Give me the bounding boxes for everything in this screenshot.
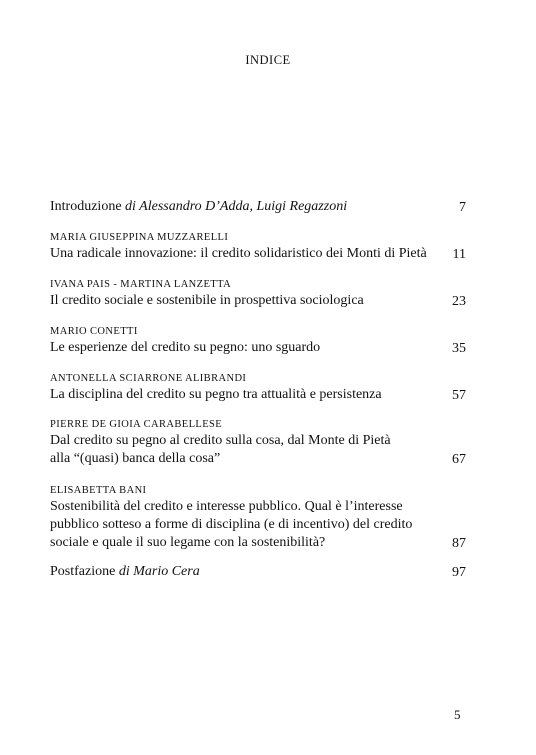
toc-page-number: 67 bbox=[452, 452, 466, 467]
toc-page-number: 97 bbox=[452, 565, 466, 580]
toc-entry-title: Sostenibilità del credito e interesse pubblico. Qual è l’interesse bbox=[50, 499, 403, 514]
toc-entry bbox=[50, 278, 466, 310]
toc-entry bbox=[50, 231, 466, 263]
toc-entry-title: Una radicale innovazione: il credito solidaristico dei Monti di Pietà bbox=[50, 246, 427, 261]
toc-entry-title: alla “(quasi) banca della cosa” bbox=[50, 451, 221, 466]
toc-author: MARIA GIUSEPPINA MUZZARELLI bbox=[50, 232, 229, 243]
toc-author: IVANA PAIS - MARTINA LANZETTA bbox=[50, 279, 232, 290]
toc-entry bbox=[50, 484, 466, 552]
toc-page-number: 11 bbox=[452, 247, 466, 262]
toc-entry-title: Dal credito su pegno al credito sulla cosa, dal Monte di Pietà bbox=[50, 433, 391, 448]
toc-page-number: 7 bbox=[459, 200, 466, 215]
toc-author: MARIO CONETTI bbox=[50, 326, 138, 337]
toc-entry-title: La disciplina del credito su pegno tra attualità e persistenza bbox=[50, 387, 382, 402]
page-title: INDICE bbox=[245, 53, 291, 67]
toc-entry-introduzione bbox=[50, 198, 466, 216]
toc-author: ELISABETTA BANI bbox=[50, 485, 147, 496]
toc-entry-title: Le esperienze del credito su pegno: uno sguardo bbox=[50, 340, 321, 355]
toc-entry bbox=[50, 325, 466, 357]
toc-entry-title: Il credito sociale e sostenibile in prospettiva sociologica bbox=[50, 293, 364, 308]
toc-author: ANTONELLA SCIARRONE ALIBRANDI bbox=[50, 373, 247, 384]
toc-page-number: 87 bbox=[452, 536, 466, 551]
toc-entry-editors: di Mario Cera bbox=[118, 564, 200, 579]
toc-author: PIERRE DE GIOIA CARABELLESE bbox=[50, 419, 223, 430]
toc-page-number: 23 bbox=[452, 294, 466, 309]
toc-entry-title: Postfazione di Mario Cera bbox=[50, 564, 200, 579]
toc-entry-postfazione bbox=[50, 563, 466, 581]
toc-entry-title: Introduzione di Alessandro D’Adda, Luigi Regazzoni bbox=[50, 199, 348, 214]
toc-entry bbox=[50, 418, 466, 468]
toc-entry bbox=[50, 372, 466, 404]
toc-entry-editors: di Alessandro D’Adda, Luigi Regazzoni bbox=[125, 199, 348, 214]
toc-entry-title: sociale e quale il suo legame con la sostenibilità? bbox=[50, 535, 326, 550]
page-number: 5 bbox=[454, 707, 461, 722]
toc-page-number: 57 bbox=[452, 388, 466, 403]
toc-entry-title: pubblico sotteso a forme di disciplina (e di incentivo) del credito bbox=[50, 517, 413, 532]
toc-page-number: 35 bbox=[452, 341, 466, 356]
